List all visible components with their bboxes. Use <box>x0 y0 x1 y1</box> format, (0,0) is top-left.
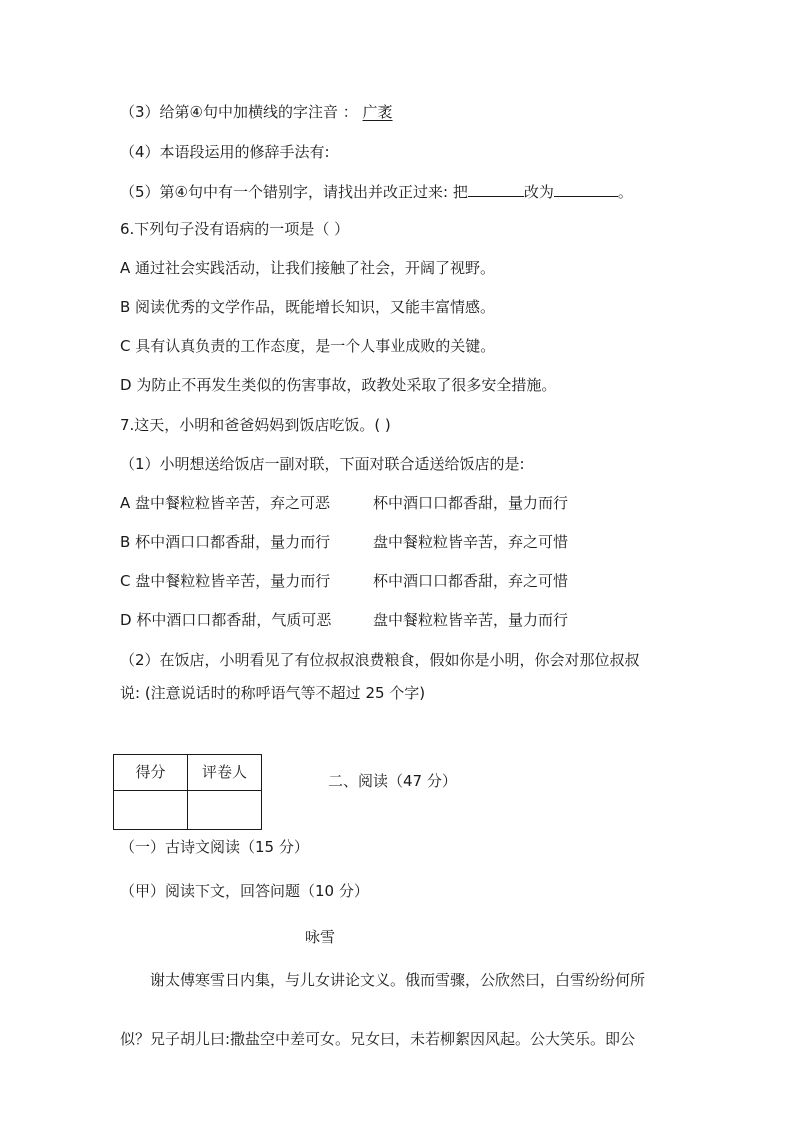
q5-sub4: （4）本语段运用的修辞手法有: <box>120 143 330 161</box>
section-title: 二、阅读（47 分） <box>328 772 457 790</box>
score-cell[interactable] <box>114 791 188 830</box>
q6-option-c: C 具有认真负责的工作态度，是一个人事业成败的关键。 <box>120 337 496 355</box>
q7-stem: 7.这天，小明和爸爸妈妈到饭店吃饭。( ) <box>120 416 391 434</box>
score-header: 得分 <box>114 755 188 791</box>
q7-option-second: 盘中餐粒粒皆辛苦，量力而行 <box>373 611 569 629</box>
part-jia-heading: （甲）阅读下文，回答问题（10 分） <box>120 882 369 900</box>
q7-option-letter: B <box>120 533 136 551</box>
q7-option-first: 盘中餐粒粒皆辛苦，弃之可恶 <box>135 494 331 512</box>
q7-option-first: 盘中餐粒粒皆辛苦，量力而行 <box>135 572 331 590</box>
q7-option-second: 杯中酒口口都香甜，弃之可惜 <box>373 572 569 590</box>
q5-sub3 <box>120 102 393 122</box>
q5-sub3-word: 广袤 <box>362 103 393 121</box>
score-table <box>113 754 262 830</box>
q6-option-b: B 阅读优秀的文学作品，既能增长知识，又能丰富情感。 <box>120 298 496 316</box>
q7-option-first: 杯中酒口口都香甜，量力而行 <box>135 533 331 551</box>
q7-sub1: （1）小明想送给饭店一副对联，下面对联合适送给饭店的是: <box>120 455 525 473</box>
passage-title: 咏雪 <box>305 928 336 946</box>
passage-line-1: 谢太傅寒雪日内集，与儿女讲论文义。俄而雪骤，公欣然曰，白雪纷纷何所 <box>150 971 646 989</box>
q7-option-letter: A <box>120 494 136 512</box>
q7-sub2-line2: 说: (注意说话时的称呼语气等不超过 25 个字) <box>120 684 426 702</box>
q6-stem: 6.下列句子没有语病的一项是（ ） <box>120 220 350 238</box>
q5-sub5-blank-2[interactable] <box>554 181 618 197</box>
q5-sub5-middle: 改为 <box>523 183 554 201</box>
grader-header: 评卷人 <box>188 755 262 791</box>
part-1-heading: （一）古诗文阅读（15 分） <box>120 838 309 856</box>
q5-sub5-blank-1[interactable] <box>468 181 524 197</box>
passage-line-2: 似？兄子胡儿曰:撒盐空中差可女。兄女曰，未若柳絮因风起。公大笑乐。即公 <box>120 1030 636 1048</box>
q7-option-letter: C <box>120 572 136 590</box>
q5-sub5-suffix: 。 <box>617 183 633 201</box>
q7-option-c <box>120 571 569 591</box>
q6-option-d: D 为防止不再发生类似的伤害事故，政教处采取了很多安全措施。 <box>120 376 557 394</box>
q7-option-b <box>120 532 569 552</box>
q7-sub2-line1: （2）在饭店，小明看见了有位叔叔浪费粮食，假如你是小明，你会对那位叔叔 <box>120 651 640 669</box>
q5-sub3-prefix: （3）给第④句中加横线的字注音 ： <box>120 103 363 121</box>
q7-option-second: 盘中餐粒粒皆辛苦，弃之可惜 <box>373 533 569 551</box>
q7-option-second: 杯中酒口口都香甜，量力而行 <box>373 494 569 512</box>
q7-option-d <box>120 610 569 630</box>
q6-option-a: A 通过社会实践活动，让我们接触了社会，开阔了视野。 <box>120 259 496 277</box>
grader-cell[interactable] <box>188 791 262 830</box>
q5-sub5-prefix: （5）第④句中有一个错别字，请找出并改正过来: 把 <box>120 183 468 201</box>
q7-option-a <box>120 493 569 513</box>
q5-sub5 <box>120 181 633 202</box>
q7-option-first: 杯中酒口口都香甜，气质可恶 <box>136 611 332 629</box>
q7-option-letter: D <box>120 611 137 629</box>
